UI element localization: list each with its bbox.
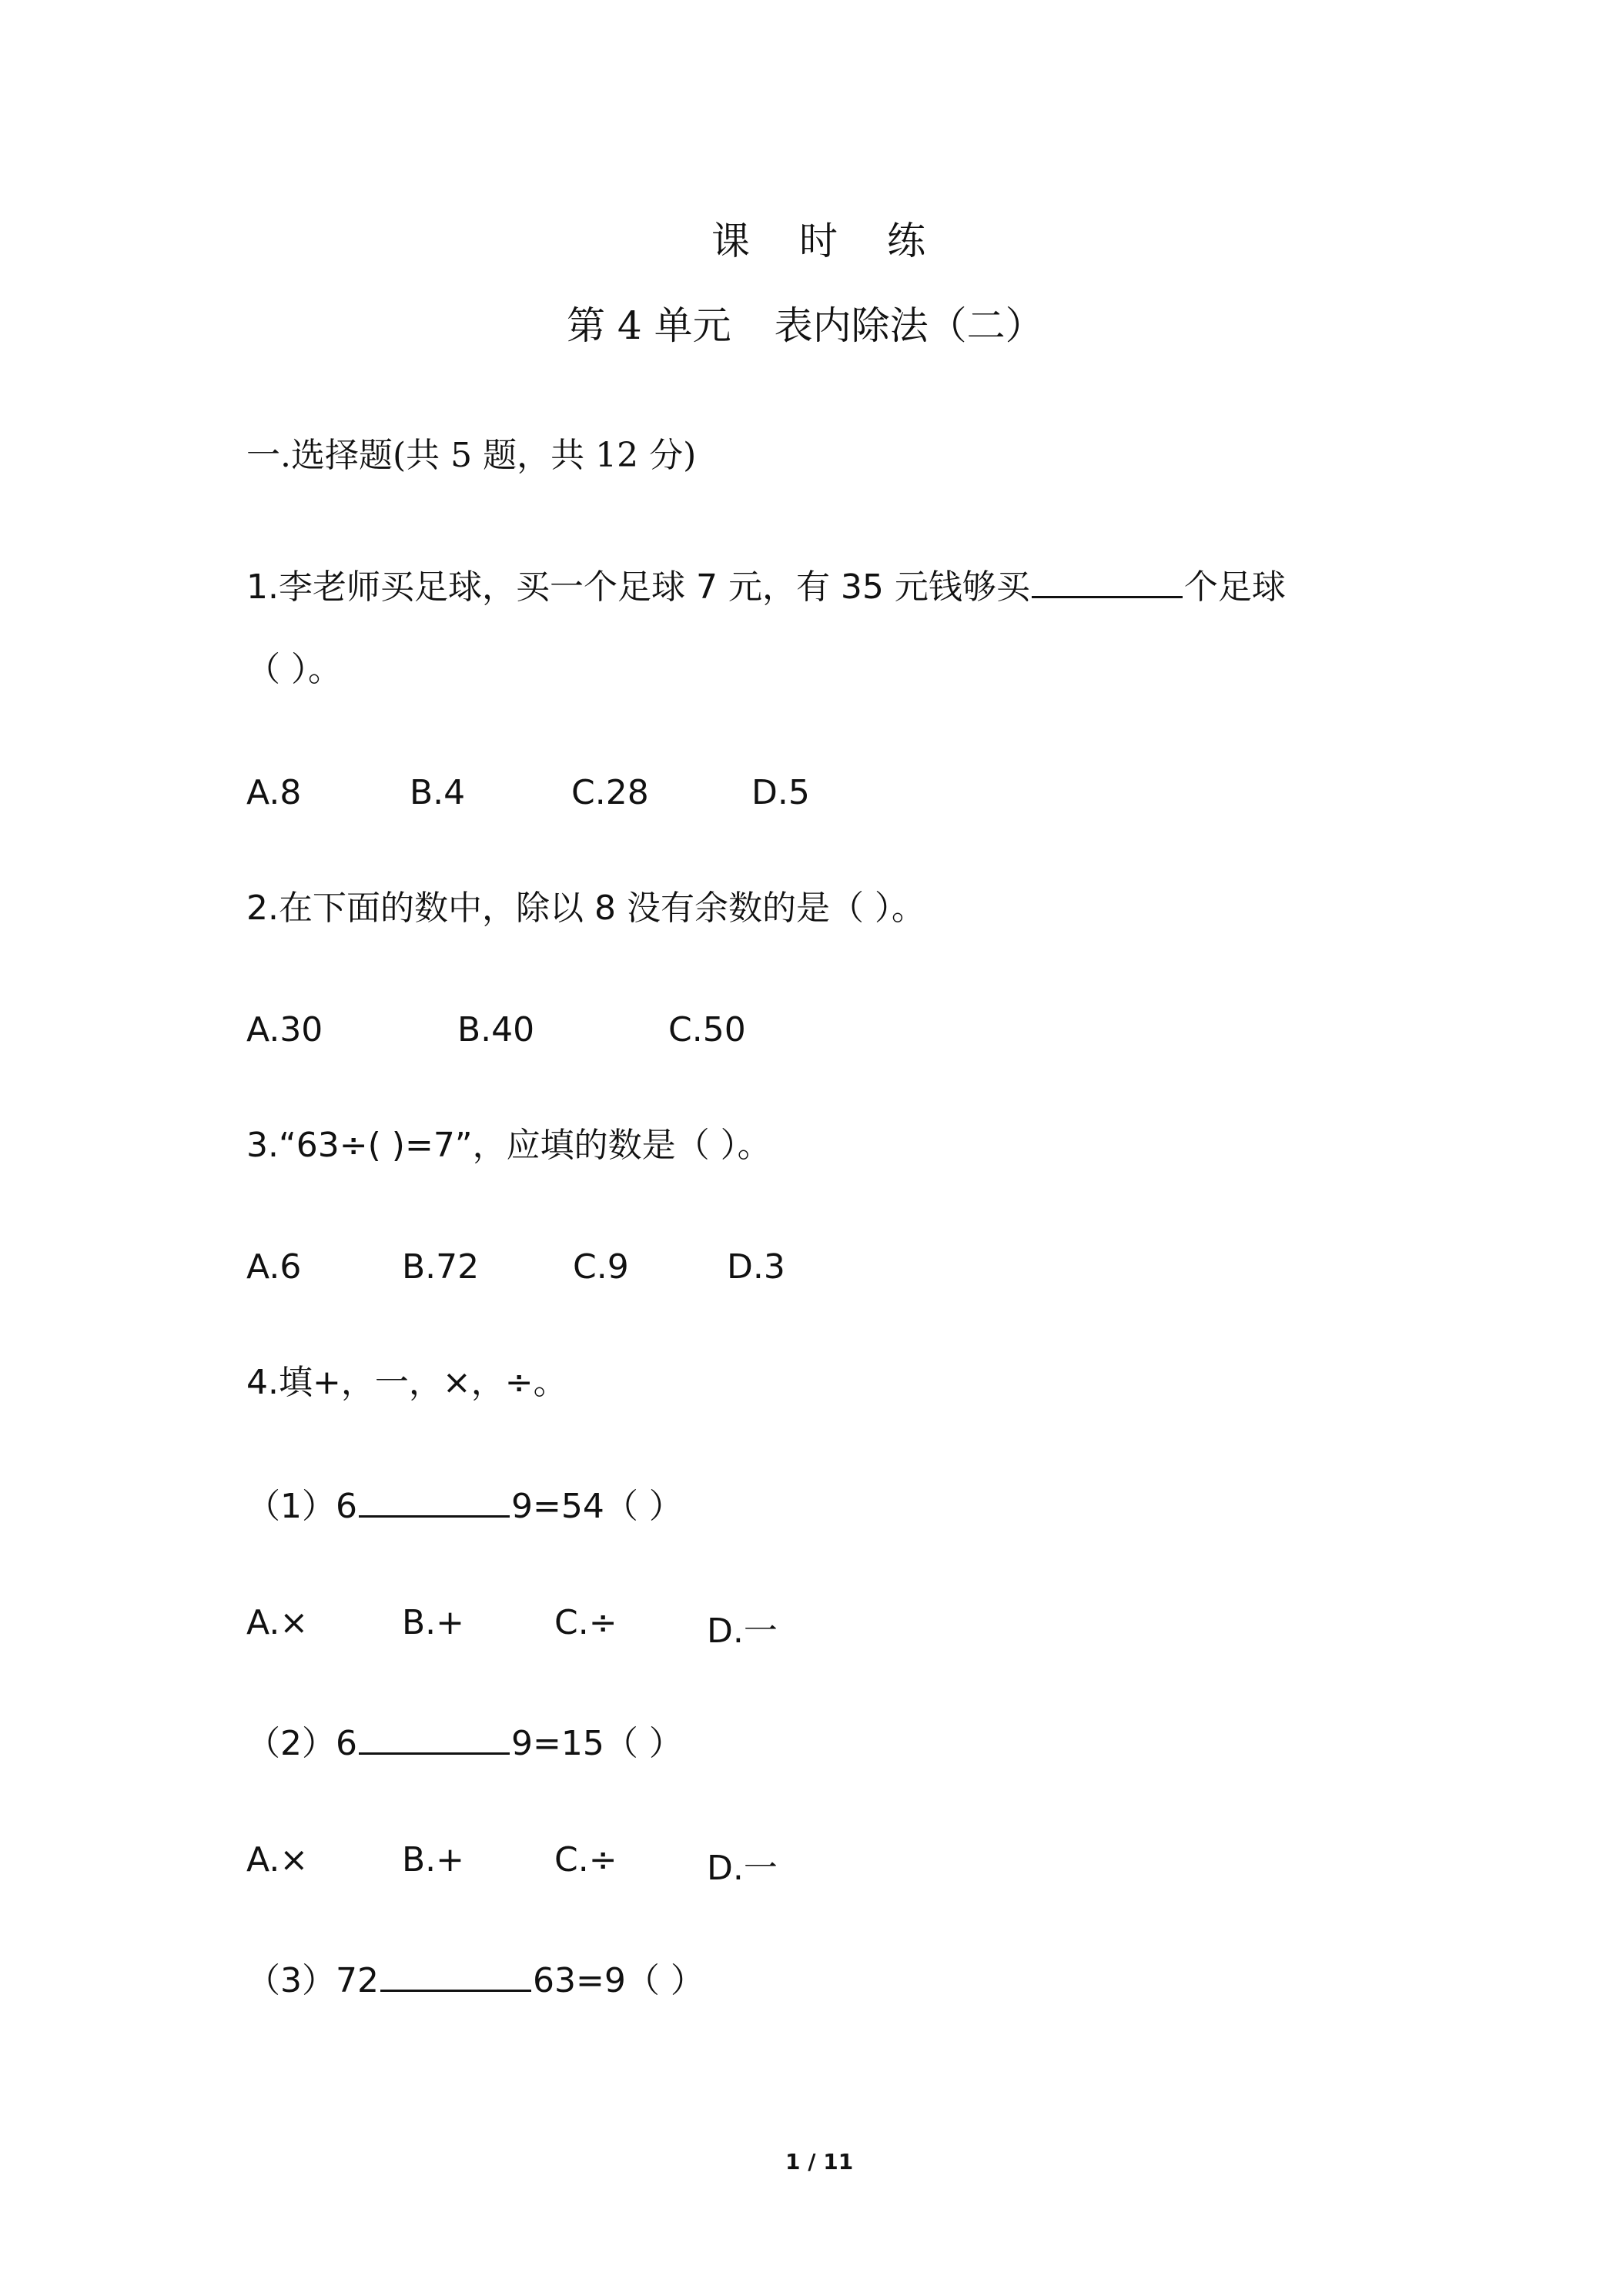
option-c[interactable]: C.9: [573, 1247, 629, 1287]
option-a[interactable]: A.×: [246, 1840, 309, 1879]
sub-3-prefix: （3）72: [246, 1961, 379, 2000]
option-a[interactable]: A.30: [246, 1010, 323, 1049]
subtitle-topic: 表内除法（二）: [774, 303, 1044, 348]
option-a[interactable]: A.6: [246, 1247, 302, 1287]
option-d[interactable]: D.5: [751, 773, 810, 812]
question-1: [246, 565, 1286, 607]
option-c[interactable]: C.÷: [554, 1840, 617, 1879]
question-1-suffix: 个足球: [1183, 567, 1286, 607]
subtitle-unit: 第 4 单元: [567, 303, 731, 348]
option-a[interactable]: A.8: [246, 773, 302, 812]
option-d[interactable]: D.一: [707, 1849, 778, 1888]
question-1-paren: （ ）。: [246, 650, 342, 689]
option-b[interactable]: B.4: [410, 773, 466, 812]
question-2: 2.在下面的数中，除以 8 没有余数的是（ ）。: [246, 889, 925, 928]
sub-1-suffix: 9=54（ ）: [511, 1487, 683, 1526]
sub-3-suffix: 63=9（ ）: [532, 1961, 704, 2000]
option-b[interactable]: B.+: [402, 1840, 465, 1879]
answer-blank[interactable]: [1032, 565, 1183, 598]
option-b[interactable]: B.72: [402, 1247, 480, 1287]
option-a[interactable]: A.×: [246, 1603, 309, 1642]
sub-2-suffix: 9=15（ ）: [511, 1724, 683, 1763]
sub-1-prefix: （1）6: [246, 1487, 357, 1526]
option-d[interactable]: D.一: [707, 1612, 778, 1651]
answer-blank[interactable]: [359, 1484, 510, 1518]
title-char-1: 课: [711, 219, 750, 263]
title-char-2: 时: [799, 219, 838, 263]
question-4: 4.填+，一，×，÷。: [246, 1363, 567, 1402]
answer-blank[interactable]: [380, 1959, 531, 1992]
question-4-sub-2: [246, 1722, 683, 1761]
option-c[interactable]: C.50: [668, 1010, 746, 1049]
question-3: 3.“63÷( )=7”，应填的数是（ ）。: [246, 1126, 771, 1165]
section-heading: 一.选择题(共 5 题，共 12 分): [246, 436, 697, 475]
option-b[interactable]: B.40: [457, 1010, 535, 1049]
answer-blank[interactable]: [359, 1722, 510, 1755]
page-subtitle: [567, 303, 1044, 348]
question-4-sub-1: [246, 1484, 683, 1524]
sub-2-prefix: （2）6: [246, 1724, 357, 1763]
question-1-prefix: 1.李老师买足球，买一个足球 7 元，有 35 元钱够买: [246, 567, 1030, 607]
option-d[interactable]: D.3: [727, 1247, 785, 1287]
page-number: 1 / 11: [785, 2149, 854, 2174]
option-b[interactable]: B.+: [402, 1603, 465, 1642]
option-c[interactable]: C.÷: [554, 1603, 617, 1642]
page-title: [711, 219, 925, 263]
option-c[interactable]: C.28: [571, 773, 649, 812]
question-4-sub-3: [246, 1959, 704, 1998]
title-char-3: 练: [887, 219, 925, 263]
